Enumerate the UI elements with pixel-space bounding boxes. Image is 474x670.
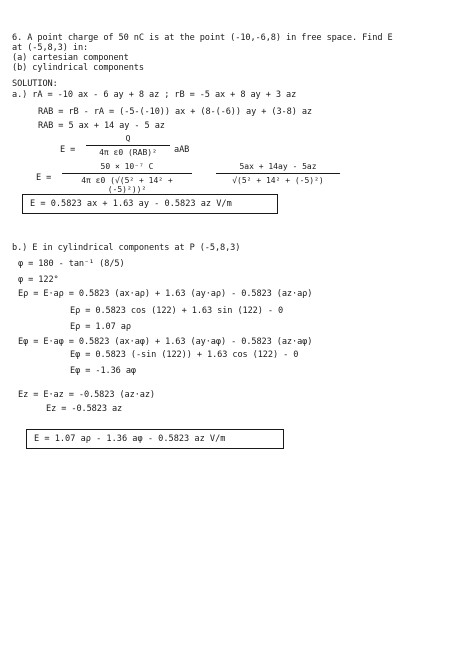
e2-label: E =: [36, 173, 52, 183]
e-numerator: Q: [125, 134, 131, 143]
position-vectors: a.) rA = -10 ax - 6 ay + 8 az ; rB = -5 ax + 8 ay + 3 az: [12, 90, 297, 100]
e2-denominator: 4π ε0 (√(5² + 14² + (-5)²))²: [81, 176, 173, 194]
result-a: E = 0.5823 ax + 1.63 ay - 0.5823 az V/m: [30, 199, 232, 209]
r-ab-result: RAB = 5 ax + 14 ay - 5 az: [38, 121, 165, 131]
e2-vector-denominator: √(5² + 14² + (-5)²): [232, 176, 324, 185]
e2-vector-numerator: 5ax + 14ay - 5az: [239, 162, 317, 171]
e-label: E =: [60, 145, 76, 155]
e-phi-step-2: Eφ = 0.5823 (-sin (122)) + 1.63 cos (122) - 0: [70, 350, 299, 360]
result-b: E = 1.07 aρ - 1.36 aφ - 0.5823 az V/m: [34, 434, 226, 444]
problem-part-b: (b) cylindrical components: [12, 63, 144, 73]
e-unit-vector: aAB: [174, 145, 190, 155]
e-denominator: 4π ε0 (RAB)²: [99, 148, 157, 157]
part-b-intro: b.) E in cylindrical components at P (-5,8,3): [12, 243, 241, 253]
e2-vector-bar: [216, 173, 340, 174]
problem-line-2: at (-5,8,3) in:: [12, 43, 89, 53]
e-phi-step-1: Eφ = E·aφ = 0.5823 (ax·aφ) + 1.63 (ay·aφ) - 0.5823 (az·aφ): [18, 337, 313, 347]
e-rho-step-1: Eρ = E·aρ = 0.5823 (ax·aρ) + 1.63 (ay·aρ) - 0.5823 (az·aρ): [18, 289, 313, 299]
r-ab-expansion: RAB = rB - rA = (-5-(-10)) ax + (8-(-6)) ay + (3-8) az: [38, 107, 312, 117]
e-fraction-bar: [86, 145, 170, 146]
problem-line-1: 6. A point charge of 50 nC is at the point (-10,-6,8) in free space. Find E: [12, 33, 393, 43]
e2-numerator: 50 × 10⁻⁷ C: [100, 162, 154, 171]
problem-part-a: (a) cartesian component: [12, 53, 129, 63]
e-z-step-2: Ez = -0.5823 az: [46, 404, 123, 414]
e-z-step-1: Ez = E·az = -0.5823 (az·az): [18, 390, 155, 400]
e-rho-step-2: Eρ = 0.5823 cos (122) + 1.63 sin (122) - 0: [70, 306, 284, 316]
e2-fraction-bar: [62, 173, 192, 174]
e-phi-step-3: Eφ = -1.36 aφ: [70, 366, 136, 376]
phi-step-2: φ = 122°: [18, 275, 59, 285]
phi-step-1: φ = 180 - tan⁻¹ (8/5): [18, 259, 125, 269]
e-rho-step-3: Eρ = 1.07 aρ: [70, 322, 131, 332]
solution-heading: SOLUTION:: [12, 79, 58, 89]
